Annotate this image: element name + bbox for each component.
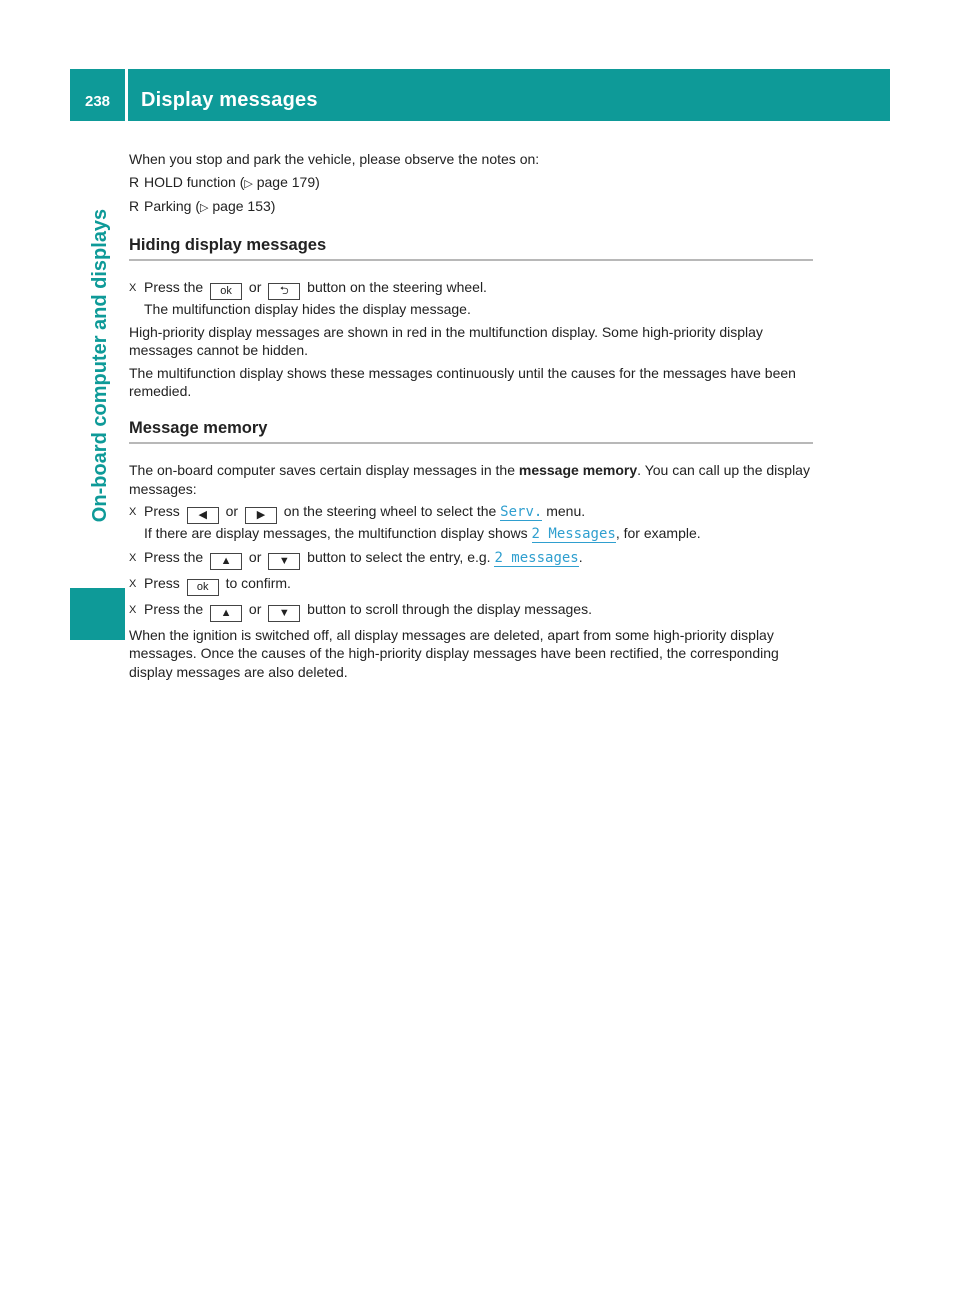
content xyxy=(129,150,813,685)
instruction-step: X Press the ▲ or ▼ button to scroll through the display messages. xyxy=(129,600,813,622)
bullet-mark: R xyxy=(129,173,140,190)
right-key-icon: ▶ xyxy=(245,507,277,524)
step-mark-icon: X xyxy=(129,603,137,616)
page-title: Display messages xyxy=(141,89,318,111)
instruction-step: X Press the ▲ or ▼ button to select the entry, e.g. 2 messages. xyxy=(129,548,813,570)
instruction-step: X Press ◀ or ▶ on the steering wheel to select the Serv. menu. If there are display messages, the multifunction display shows 2 Messages, for example. xyxy=(129,503,701,542)
display-text: Serv. xyxy=(500,504,543,520)
side-label xyxy=(86,150,116,580)
display-text: 2 Messages xyxy=(531,526,616,542)
step-mark-icon: X xyxy=(129,551,137,564)
instruction-step: X Press the ok or ⮌ button on the steering wheel. The multifunction display hides the display message. xyxy=(129,279,487,317)
bullet-item: R HOLD function (▷ page 179) xyxy=(129,173,813,194)
section-heading-memory: Message memory xyxy=(129,419,813,445)
paragraph: High-priority display messages are shown in red in the multifunction display. Some high-priority display messages cannot be hidden. xyxy=(129,323,763,358)
ok-key-icon: ok xyxy=(210,283,242,300)
memory-intro: The on-board computer saves certain display messages in the message memory. You can call up the display messages: xyxy=(129,462,810,497)
page-ref-arrow-icon: ▷ xyxy=(244,177,253,190)
ok-key-icon: ok xyxy=(187,579,219,596)
section-heading-hiding: Hiding display messages xyxy=(129,236,813,262)
up-key-icon: ▲ xyxy=(210,553,242,570)
side-label-text: On-board computer and displays xyxy=(89,208,112,522)
up-key-icon: ▲ xyxy=(210,605,242,622)
page-ref-arrow-icon: ▷ xyxy=(200,202,209,214)
step-mark-icon: X xyxy=(129,577,137,590)
back-key-icon: ⮌ xyxy=(268,283,300,300)
header-divider xyxy=(125,69,128,121)
paragraph: The multifunction display shows these messages continuously until the causes for the messages have been remedied. xyxy=(129,364,796,399)
left-key-icon: ◀ xyxy=(187,507,219,524)
page-ref-link[interactable]: page 179) xyxy=(252,173,320,190)
page-ref-link[interactable]: page 153) xyxy=(208,198,276,214)
display-text: 2 messages xyxy=(494,549,579,566)
instruction-step: X Press ok to confirm. xyxy=(129,574,813,596)
step-result: The multifunction display hides the display message. xyxy=(144,301,471,317)
paragraph: When the ignition is switched off, all display messages are deleted, apart from some high-priority display messages. Once the causes of the high-priority display messages have been rectified, the corresponding display messages are also deleted. xyxy=(129,626,779,680)
step-mark-icon: X xyxy=(129,506,137,518)
bullet-item: R Parking (▷ page 153) xyxy=(129,197,813,218)
down-key-icon: ▼ xyxy=(268,553,300,570)
intro-text: When you stop and park the vehicle, please observe the notes on: xyxy=(129,151,540,167)
down-key-icon: ▼ xyxy=(268,605,300,622)
section-tab xyxy=(70,588,125,640)
step-mark-icon: X xyxy=(129,282,137,294)
bullet-mark: R xyxy=(129,198,140,214)
page-number: 238 xyxy=(84,93,111,110)
